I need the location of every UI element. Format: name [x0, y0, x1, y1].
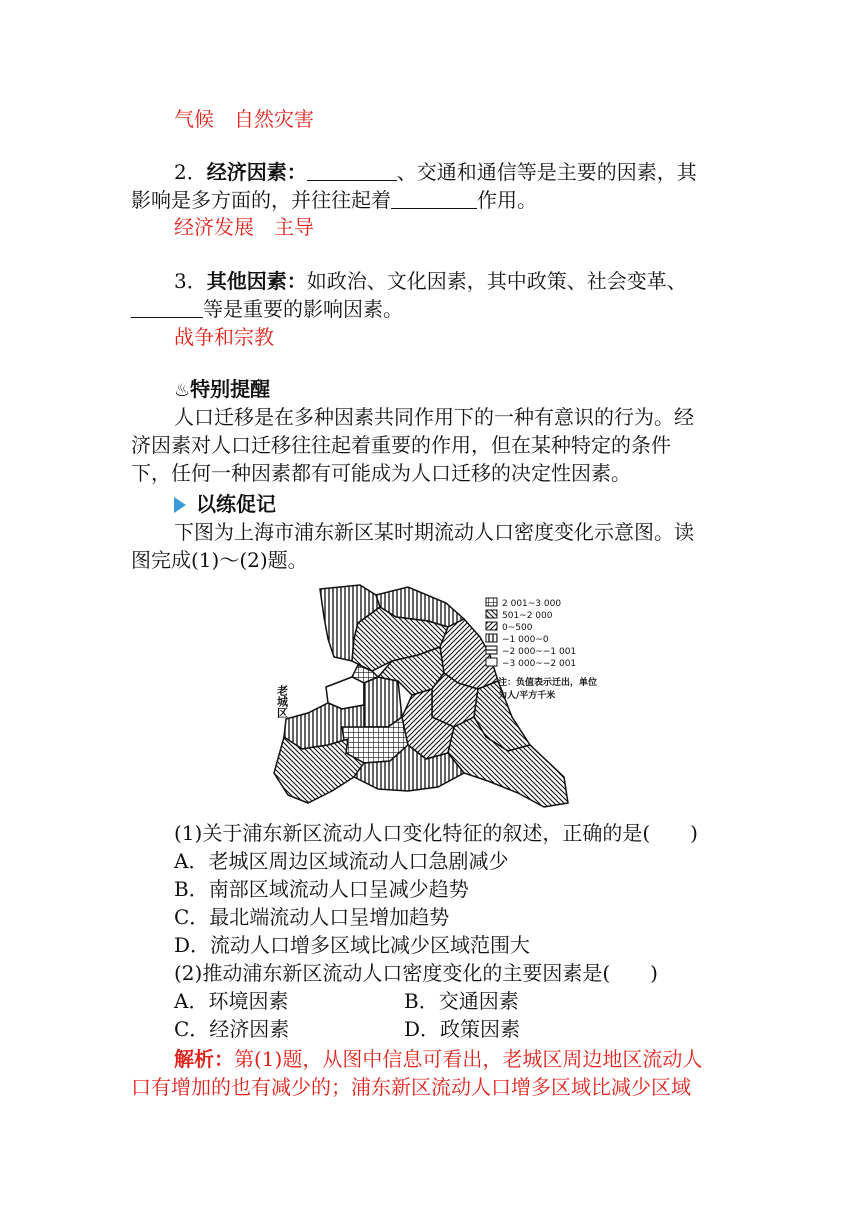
practice-title: 以练促记 [196, 492, 276, 516]
legend-label-2: 501~2 000 [502, 611, 553, 621]
blank-3 [131, 297, 203, 318]
old-town-label: 老城区 [275, 685, 289, 718]
analysis-label: 解析： [174, 1047, 234, 1071]
analysis-line-1 [174, 1045, 702, 1073]
legend-label-4: −1 000~0 [502, 635, 549, 645]
legend-swatch-grid [486, 598, 497, 606]
play-triangle-icon [174, 497, 186, 513]
region-center-west [364, 677, 402, 727]
item-3-number: 3． [174, 269, 207, 293]
legend-label-6: −3 000~−2 001 [502, 659, 577, 669]
tip-heading [174, 375, 270, 405]
legend-swatch-slash [486, 622, 497, 630]
legend-swatch-blank [486, 658, 497, 666]
item-3-text-1: 如政治、文化因素，其中政策、社会变革、 [306, 269, 687, 293]
question-1-stem: (1)关于浦东新区流动人口变化特征的叙述，正确的是( ) [174, 821, 698, 845]
question-2-row-2 [174, 1015, 834, 1043]
answer-2: 经济发展 主导 [174, 215, 314, 239]
legend-label-3: 0~500 [502, 623, 533, 633]
tip-line-2: 济因素对人口迁移往往起着重要的作用，但在某种特定的条件 [131, 433, 671, 457]
item-2-number: 2． [174, 160, 207, 184]
item-2-text-2b: 作用。 [477, 188, 537, 212]
legend-swatch-horizontal [486, 646, 497, 654]
question-2-stem: (2)推动浦东新区流动人口密度变化的主要因素是( ) [174, 961, 658, 985]
analysis-line-2: 口有增加的也有减少的；浦东新区流动人口增多区域比减少区域 [131, 1075, 691, 1099]
tip-title: 特别提醒 [190, 377, 271, 401]
item-3-line-2 [131, 295, 403, 323]
answer-1: 气候 自然灾害 [174, 107, 314, 131]
item-2-text-1: 、交通和通信等是主要的因素，其 [396, 160, 697, 184]
item-2-text-2a: 影响是多方面的，并往往起着 [131, 188, 391, 212]
item-2-line-2 [131, 186, 537, 214]
legend-swatch-vertical [486, 634, 497, 642]
pudong-population-map [268, 577, 638, 815]
tip-line-1: 人口迁移是在多种因素共同作用下的一种有意识的行为。经 [174, 405, 694, 429]
legend-note-2: 为人/平方千米 [498, 691, 556, 701]
practice-intro-2: 图完成(1)～(2)题。 [131, 548, 308, 572]
blank-2 [391, 188, 477, 209]
question-2-option-a: A．环境因素 [174, 989, 289, 1013]
item-2-title: 经济因素： [206, 160, 307, 184]
legend-label-5: −2 000~−1 001 [502, 647, 577, 657]
analysis-text-1: 第(1)题，从图中信息可看出，老城区周边地区流动人 [234, 1047, 703, 1071]
blank-1 [307, 160, 397, 181]
question-1-option-b: B．南部区域流动人口呈减少趋势 [174, 877, 469, 901]
legend-label-1: 2 001~3 000 [502, 599, 562, 609]
map-legend [486, 598, 597, 701]
item-3-title: 其他因素： [206, 269, 307, 293]
practice-intro-1: 下图为上海市浦东新区某时期流动人口密度变化示意图。读 [174, 520, 694, 544]
item-3-text-2: 等是重要的影响因素。 [203, 297, 403, 321]
tip-line-3: 下，任何一种因素都有可能成为人口迁移的决定性因素。 [131, 461, 631, 485]
question-2-option-c: C．经济因素 [174, 1017, 290, 1041]
item-2-line-1 [174, 158, 697, 186]
answer-3: 战争和宗教 [174, 325, 274, 349]
question-2-option-d: D．政策因素 [404, 1017, 521, 1041]
legend-swatch-backslash [486, 610, 497, 618]
hot-spring-icon: ♨ [174, 380, 191, 401]
question-1-option-d: D．流动人口增多区域比减少区域范围大 [174, 933, 531, 957]
question-1-option-c: C．最北端流动人口呈增加趋势 [174, 905, 450, 929]
legend-note-1: 注：负值表示迁出，单位 [498, 678, 598, 688]
question-2-option-b: B．交通因素 [404, 989, 519, 1013]
question-2-row-1 [174, 987, 834, 1015]
item-3-line-1 [174, 267, 687, 295]
practice-heading [174, 490, 276, 518]
question-1-option-a: A．老城区周边区域流动人口急剧减少 [174, 849, 509, 873]
